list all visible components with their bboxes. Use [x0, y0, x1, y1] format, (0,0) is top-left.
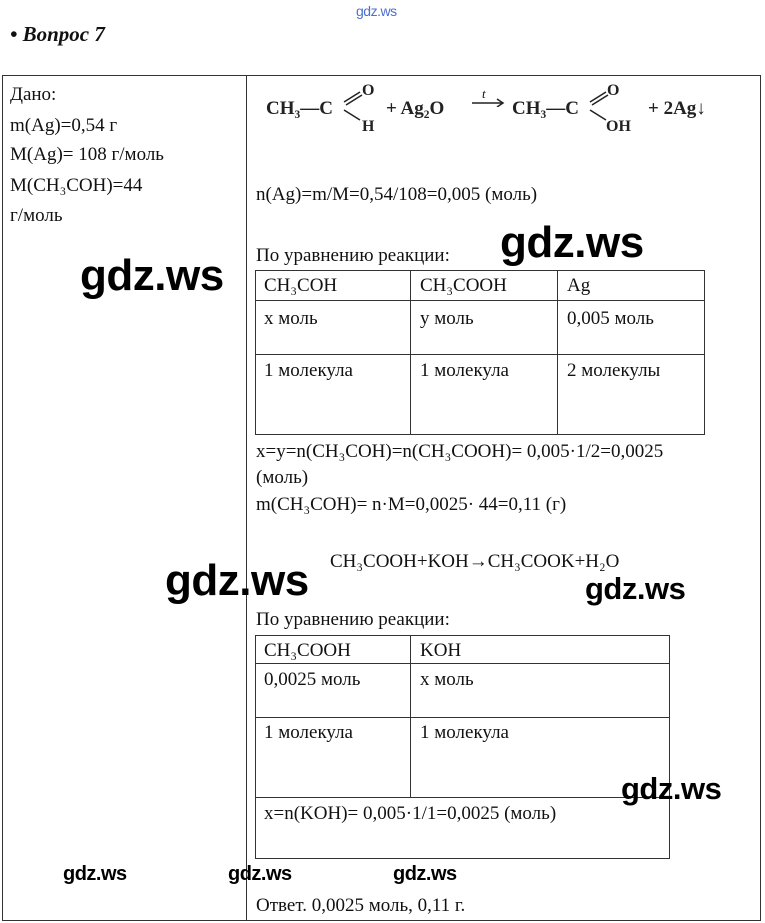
given-line: г/моль — [10, 205, 63, 226]
answer: Ответ. 0,0025 моль, 0,11 г. — [256, 895, 466, 916]
table1-cell: у моль — [420, 308, 474, 329]
watermark-top: gdz.ws — [356, 3, 397, 19]
reaction1-o2: O — [607, 82, 620, 99]
watermark: gdz.ws — [63, 863, 127, 885]
table1-cell: 1 молекула — [420, 360, 509, 381]
reaction1-arrow — [472, 93, 506, 107]
table2-header: CH₃COOH — [264, 640, 351, 661]
reaction1-o1: O — [362, 82, 375, 99]
reaction1-plus1: + Ag₂O — [386, 98, 445, 119]
question-title: • Вопрос 7 — [10, 22, 105, 46]
reaction1-bonds-1 — [340, 86, 370, 126]
table1-cell: х моль — [264, 308, 318, 329]
given-label: Дано: — [10, 84, 57, 105]
reaction1-bonds-2 — [586, 86, 616, 126]
table2-cell: 0,0025 моль — [264, 669, 361, 690]
by-equation-label-2: По уравнению реакции: — [256, 609, 450, 630]
watermark: gdz.ws — [585, 571, 686, 606]
reaction1-plus2: + 2Ag↓ — [648, 98, 706, 119]
reaction1-left: CH₃—C — [266, 98, 333, 119]
calc-line: m(CH₃COH)= n·M=0,0025· 44=0,11 (г) — [256, 494, 567, 515]
watermark: gdz.ws — [621, 771, 722, 806]
given-line: M(CH₃COH)=44 — [10, 175, 143, 196]
watermark: gdz.ws — [228, 863, 292, 885]
table1-header: Ag — [567, 275, 591, 296]
watermark: gdz.ws — [393, 863, 457, 885]
table-2 — [255, 635, 670, 859]
table1-cell: 1 молекула — [264, 360, 353, 381]
arrow-icon — [472, 93, 506, 107]
column-divider — [246, 76, 247, 921]
table-1 — [255, 270, 705, 435]
table2-cell: х моль — [420, 669, 474, 690]
table1-header: CH₃COH — [264, 275, 338, 296]
table2-header: KOH — [420, 640, 462, 661]
reaction1-h1: H — [362, 118, 375, 135]
given-line: m(Ag)=0,54 г — [10, 115, 118, 136]
by-equation-label-1: По уравнению реакции: — [256, 245, 450, 266]
table2-cell: 1 молекула — [264, 722, 353, 743]
table1-cell: 2 молекулы — [567, 360, 661, 381]
table1-header: CH₃COOH — [420, 275, 507, 296]
watermark: gdz.ws — [165, 556, 309, 605]
calc-line: x=y=n(CH₃COH)=n(CH₃COOH)= 0,005·1/2=0,0025 — [256, 441, 664, 462]
given-line: M(Ag)= 108 г/моль — [10, 144, 164, 165]
table2-footer: x=n(KOH)= 0,005·1/1=0,0025 (моль) — [264, 803, 557, 824]
table1-cell: 0,005 моль — [567, 308, 654, 329]
reaction1-oh2: OH — [606, 118, 631, 135]
reaction1-right: CH₃—C — [512, 98, 579, 119]
watermark: gdz.ws — [500, 218, 644, 267]
calc-line: (моль) — [256, 467, 309, 488]
watermark: gdz.ws — [80, 251, 224, 300]
n-ag-line: n(Ag)=m/M=0,54/108=0,005 (моль) — [256, 184, 538, 205]
reaction2: CH₃COOH+KOH→CH₃COOK+H₂O — [330, 551, 620, 572]
table2-cell: 1 молекула — [420, 722, 509, 743]
reaction1-condition: t — [482, 86, 486, 101]
